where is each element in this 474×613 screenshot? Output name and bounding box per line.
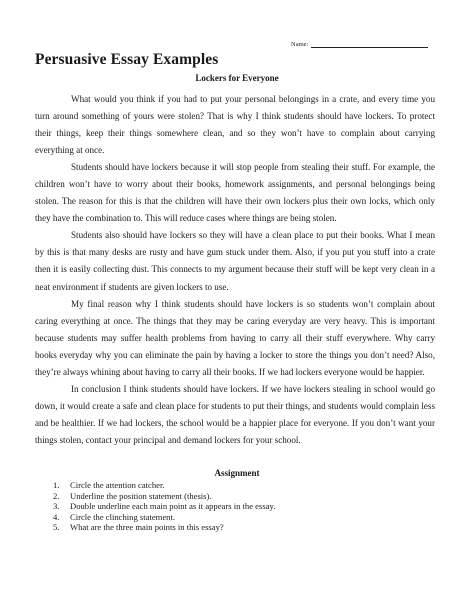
name-field bbox=[291, 41, 428, 48]
assignment-item bbox=[53, 522, 275, 533]
assignment-item-number: 5. bbox=[53, 522, 60, 533]
essay-title: Lockers for Everyone bbox=[195, 73, 279, 83]
assignment-heading: Assignment bbox=[214, 468, 260, 478]
name-line[interactable] bbox=[311, 41, 428, 48]
assignment-item-text: Double underline each main point as it appears in the essay. bbox=[70, 501, 276, 512]
assignment-item-text: Underline the position statement (thesis). bbox=[70, 490, 212, 501]
assignment-item-number: 3. bbox=[53, 501, 60, 512]
assignment-item bbox=[53, 480, 275, 491]
assignment-item bbox=[53, 512, 275, 523]
name-label: Name: bbox=[291, 41, 309, 48]
assignment-item bbox=[53, 491, 275, 502]
assignment-item-text: Circle the clinching statement. bbox=[70, 511, 176, 522]
assignment-item-number: 4. bbox=[53, 511, 60, 522]
essay-paragraph-4: My final reason why I think students should have lockers is so students won’t complain about caring everything at once. The things that they may be caring everyday are very heavy. This is important because students may suffer health problems from having to carry all their stuff everywhere. Why carry books everyday why you can eliminate the pain by having a locker to store the things you don’t need? Also, they’re always whining about having to carry all their books. If we had lockers everyone would be happier. bbox=[35, 298, 435, 377]
page-title: Persuasive Essay Examples bbox=[35, 51, 219, 68]
assignment-item bbox=[53, 501, 275, 512]
essay-body bbox=[35, 91, 435, 449]
assignment-list bbox=[53, 480, 275, 533]
assignment-item-number: 1. bbox=[53, 480, 60, 490]
essay-paragraph-2: Students should have lockers because it will stop people from stealing their stuff. For example, the children won’t have to worry about their books, homework assignments, and personal belongings being stolen. The reason for this is that the children will have their own lockers plus their own locks, which only they have the combination to. This will reduce cases where things are being stolen. bbox=[35, 162, 435, 224]
essay-paragraph-3: Students also should have lockers so they will have a clean place to put their books. What I mean by this is that many desks are rusty and have gum stuck under them. Also, if you put you stuff into a crate then it is easily collecting dust. This connects to my argument because their stuff will be kept very clean in a neat environment if students are given lockers to use. bbox=[35, 230, 435, 292]
essay-paragraph-5: In conclusion I think students should have lockers. If we have lockers stealing in school would go down, it would create a safe and clean place for students to put their things, and students would complain less and be healthier. If we had lockers, the school would be a happier place for everyone. If you don’t want your things stolen, contact your principal and demand lockers for your school. bbox=[35, 383, 435, 445]
assignment-item-text: What are the three main points in this essay? bbox=[70, 522, 224, 533]
assignment-item-number: 2. bbox=[53, 490, 60, 501]
assignment-item-text: Circle the attention catcher. bbox=[70, 480, 165, 490]
essay-paragraph-1: What would you think if you had to put your personal belongings in a crate, and every time you turn around something of yours were stolen? That is why I think students should have lockers. To protect their things, keep their things somewhere clean, and so they won’t have to complain about carrying everything at once. bbox=[35, 94, 435, 156]
